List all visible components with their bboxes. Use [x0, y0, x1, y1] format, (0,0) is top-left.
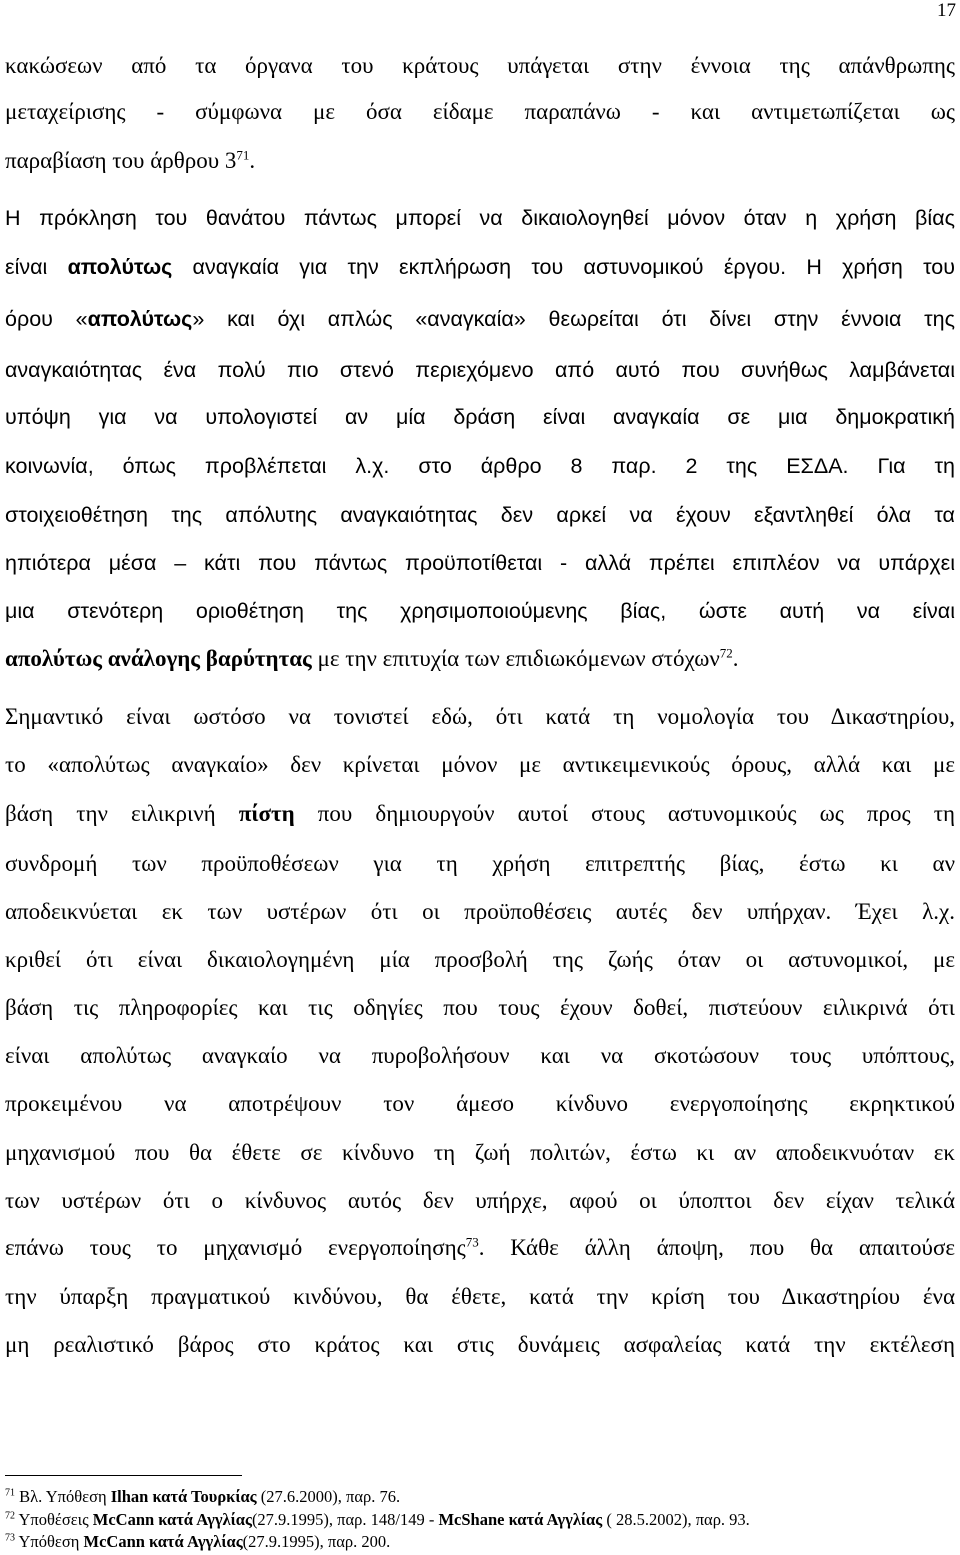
text-line — [5, 800, 955, 828]
text-line — [5, 253, 955, 281]
bold-text: McShane κατά Αγγλίας — [438, 1510, 603, 1529]
text-run: αναγκαία για την εκπλήρωση του αστυνομικού έργου. Η χρήση του — [172, 255, 955, 279]
text-run: των υστέρων ότι ο κίνδυνος αυτός δεν υπήρχε, αφού οι ύποπτοι δεν είχαν τελικά — [5, 1188, 955, 1213]
text-line — [5, 204, 955, 232]
text-line — [5, 305, 955, 333]
text-line — [5, 1090, 955, 1118]
text-run: (27.9.1995), παρ. 148/149 - — [251, 1510, 439, 1529]
text-run: μηχανισμού που θα έθετε σε κίνδυνο τη ζωή πολιτών, έστω κι αν αποδεικνυόταν εκ — [5, 1140, 955, 1165]
text-run: με την επιτυχία των επιδιωκόμενων στόχων — [311, 646, 720, 671]
text-run: Υποθέσεις — [15, 1510, 93, 1529]
text-line — [5, 898, 955, 926]
text-run: αποδεικνύεται εκ των υστέρων ότι οι προϋποθέσεις αυτές δεν υπήρχαν. Έχει λ.χ. — [5, 899, 955, 924]
text-line — [5, 1139, 955, 1167]
page-number: 17 — [937, 0, 956, 21]
footnote-separator — [5, 1475, 242, 1476]
text-run: (27.6.2000), παρ. 76. — [256, 1487, 401, 1506]
footnote-ref: 73 — [465, 1234, 479, 1250]
footnote — [5, 1510, 750, 1530]
text-run: Σημαντικό είναι ωστόσο να τονιστεί εδώ, ότι κατά τη νομολογία του Δικαστηρίου, — [5, 704, 955, 729]
text-run: Υπόθεση — [15, 1532, 84, 1551]
text-line — [5, 549, 955, 577]
bold-text: Ilhan κατά Τουρκίας — [110, 1487, 257, 1506]
text-run: προκειμένου να αποτρέψουν τον άμεσο κίνδυνο ενεργοποίησης εκρηκτικού — [5, 1091, 955, 1116]
text-line — [5, 994, 955, 1022]
text-run: . — [732, 646, 739, 671]
text-line — [5, 1042, 955, 1070]
footnote-ref: 72 — [719, 645, 733, 661]
text-run: ( 28.5.2002), παρ. 93. — [602, 1510, 750, 1529]
text-run: υπόψη για να υπολογιστεί αν μία δράση είναι αναγκαία σε μια δημοκρατική — [5, 405, 955, 429]
text-line — [5, 1283, 955, 1311]
footnote-ref: 72 — [5, 1510, 15, 1522]
bold-text: απολύτως — [67, 255, 173, 279]
bold-text: απολύτως ανάλογης βαρύτητας — [5, 646, 312, 671]
text-line — [5, 751, 955, 779]
text-run: μεταχείρισης - σύμφωνα με όσα είδαμε παραπάνω - και αντιμετωπίζεται ως — [5, 99, 955, 124]
text-run: το «απολύτως αναγκαίο» δεν κρίνεται μόνον με αντικειμενικούς όρους, αλλά και με — [5, 752, 955, 777]
text-run: . — [249, 148, 256, 173]
text-run: (27.9.1995), παρ. 200. — [242, 1532, 391, 1551]
text-line — [5, 403, 955, 431]
text-run: Η πρόκληση του θανάτου πάντως μπορεί να δικαιολογηθεί μόνον όταν η χρήση βίας — [5, 206, 955, 230]
text-run: αναγκαιότητας ένα πολύ πιο στενό περιεχόμενο από αυτό που συνήθως λαμβάνεται — [5, 358, 955, 382]
text-run: κριθεί ότι είναι δικαιολογημένη μία προσβολή της ζωής όταν οι αστυνομικοί, με — [5, 947, 955, 972]
text-run: κακώσεων από τα όργανα του κράτους υπάγεται στην έννοια της απάνθρωπης — [5, 53, 955, 78]
bold-text: πίστη — [238, 801, 295, 826]
text-line — [5, 645, 955, 673]
footnote-ref: 71 — [236, 147, 250, 163]
footnote — [5, 1532, 390, 1552]
text-run: Βλ. Υπόθεση — [15, 1487, 111, 1506]
footnote-ref: 71 — [5, 1487, 15, 1499]
footnote — [5, 1487, 400, 1507]
text-run: που δημιουργούν αυτοί στους αστυνομικούς ως προς τη — [294, 801, 956, 826]
text-run: βάση τις πληροφορίες και τις οδηγίες που τους έχουν δοθεί, πιστεύουν ειλικρινά ότι — [5, 995, 955, 1020]
text-run: είναι — [5, 255, 68, 279]
footnote-ref: 73 — [5, 1532, 15, 1544]
text-line — [5, 946, 955, 974]
text-line — [5, 1187, 955, 1215]
text-run: επάνω τους το μηχανισμό ενεργοποίησης — [5, 1235, 466, 1260]
text-run: . Κάθε άλλη άποψη, που θα απαιτούσε — [478, 1235, 955, 1260]
text-line — [5, 147, 955, 175]
text-run: κοινωνία, όπως προβλέπεται λ.χ. στο άρθρο 8 παρ. 2 της ΕΣΔΑ. Για τη — [5, 454, 955, 478]
text-line — [5, 850, 955, 878]
text-run: είναι απολύτως αναγκαίο να πυροβολήσουν και να σκοτώσουν τους υπόπτους, — [5, 1043, 955, 1068]
text-run: την ύπαρξη πραγματικού κινδύνου, θα έθετε, κατά την κρίση του Δικαστηρίου ένα — [5, 1284, 955, 1309]
text-line — [5, 98, 955, 126]
text-line — [5, 452, 955, 480]
text-line — [5, 501, 955, 529]
bold-text: McCann κατά Αγγλίας — [83, 1532, 243, 1551]
text-line — [5, 597, 955, 625]
text-run: όρου « — [5, 307, 88, 331]
text-line — [5, 703, 955, 731]
text-run: συνδρομή των προϋποθέσεων για τη χρήση επιτρεπτής βίας, έστω κι αν — [5, 851, 955, 876]
text-run: μη ρεαλιστικό βάρος στο κράτος και στις δυνάμεις ασφαλείας κατά την εκτέλεση — [5, 1332, 955, 1357]
text-line — [5, 52, 955, 80]
bold-text: McCann κατά Αγγλίας — [92, 1510, 252, 1529]
text-line — [5, 1234, 955, 1262]
text-run: παραβίαση του άρθρου 3 — [5, 148, 237, 173]
text-run: μια στενότερη οριοθέτηση της χρησιμοποιούμενης βίας, ώστε αυτή να είναι — [5, 599, 955, 623]
text-run: βάση την ειλικρινή — [5, 801, 239, 826]
text-run: ηπιότερα μέσα – κάτι που πάντως προϋποτίθεται - αλλά πρέπει επιπλέον να υπάρχει — [5, 551, 955, 575]
text-run: » και όχι απλώς «αναγκαία» θεωρείται ότι δίνει στην έννοια της — [192, 307, 955, 331]
bold-text: απολύτως — [87, 307, 193, 331]
text-line — [5, 356, 955, 384]
text-line — [5, 1331, 955, 1359]
text-run: στοιχειοθέτηση της απόλυτης αναγκαιότητας δεν αρκεί να έχουν εξαντληθεί όλα τα — [5, 503, 955, 527]
